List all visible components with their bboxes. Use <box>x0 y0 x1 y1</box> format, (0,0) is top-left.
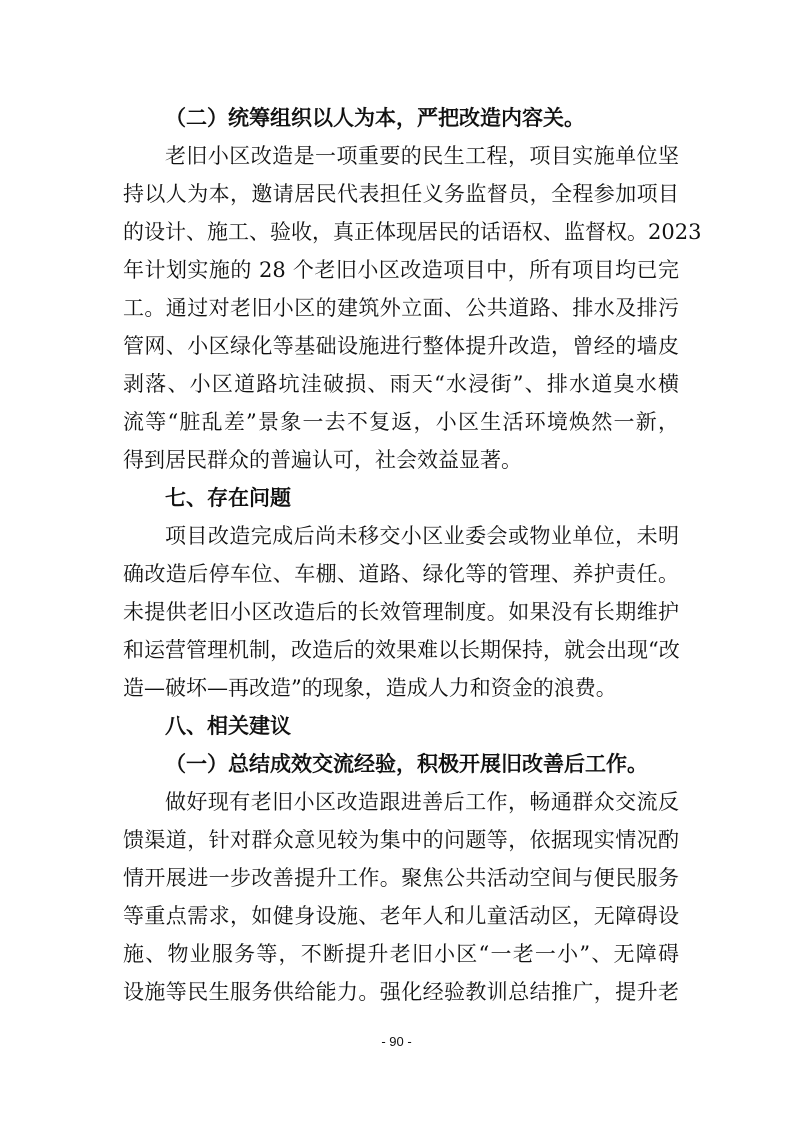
page-number: - 90 - <box>381 1034 412 1049</box>
paragraph-line: 流等“脏乱差”景象一去不复返，小区生活环境焕然一新， <box>123 410 679 434</box>
paragraph-line: 年计划实施的 28 个老旧小区改造项目中，所有项目均已完 <box>123 258 679 282</box>
paragraph-line: 情开展进一步改善提升工作。聚焦公共活动空间与便民服务 <box>123 866 679 890</box>
paragraph-line: 剥落、小区道路坑洼破损、雨天“水浸街”、排水道臭水横 <box>123 372 679 396</box>
paragraph-line: 老旧小区改造是一项重要的民生工程，项目实施单位坚 <box>165 144 679 168</box>
section-heading-8: 八、相关建议 <box>165 714 291 738</box>
paragraph-line: 的设计、施工、验收，真正体现居民的话语权、监督权。2023 <box>123 220 702 244</box>
paragraph-line: 得到居民群众的普遍认可，社会效益显著。 <box>123 448 522 472</box>
section-subheading-1: （一）总结成效交流经验，积极开展旧改善后工作。 <box>165 751 648 776</box>
paragraph-line: 和运营管理机制，改造后的效果难以长期保持，就会出现“改 <box>123 638 680 662</box>
section-subheading-2: （二）统筹组织以人为本，严把改造内容关。 <box>165 105 585 130</box>
paragraph-line: 确改造后停车位、车棚、道路、绿化等的管理、养护责任。 <box>123 562 679 586</box>
paragraph-line: 馈渠道，针对群众意见较为集中的问题等，依据现实情况酌 <box>123 828 679 852</box>
paragraph-line: 工。通过对老旧小区的建筑外立面、公共道路、排水及排污 <box>123 296 679 320</box>
paragraph-line: 设施等民生服务供给能力。强化经验教训总结推广，提升老 <box>123 980 679 1004</box>
paragraph-line: 造—破坏—再改造”的现象，造成人力和资金的浪费。 <box>123 676 617 700</box>
paragraph-line: 施、物业服务等，不断提升老旧小区“一老一小”、无障碍 <box>123 942 679 966</box>
paragraph-line: 持以人为本，邀请居民代表担任义务监督员，全程参加项目 <box>123 182 679 206</box>
section-heading-7: 七、存在问题 <box>165 486 291 510</box>
paragraph-line: 等重点需求，如健身设施、老年人和儿童活动区，无障碍设 <box>123 904 679 928</box>
paragraph-line: 未提供老旧小区改造后的长效管理制度。如果没有长期维护 <box>123 600 679 624</box>
paragraph-line: 做好现有老旧小区改造跟进善后工作，畅通群众交流反 <box>165 790 679 814</box>
paragraph-line: 管网、小区绿化等基础设施进行整体提升改造，曾经的墙皮 <box>123 334 679 358</box>
paragraph-line: 项目改造完成后尚未移交小区业委会或物业单位，未明 <box>165 524 679 548</box>
